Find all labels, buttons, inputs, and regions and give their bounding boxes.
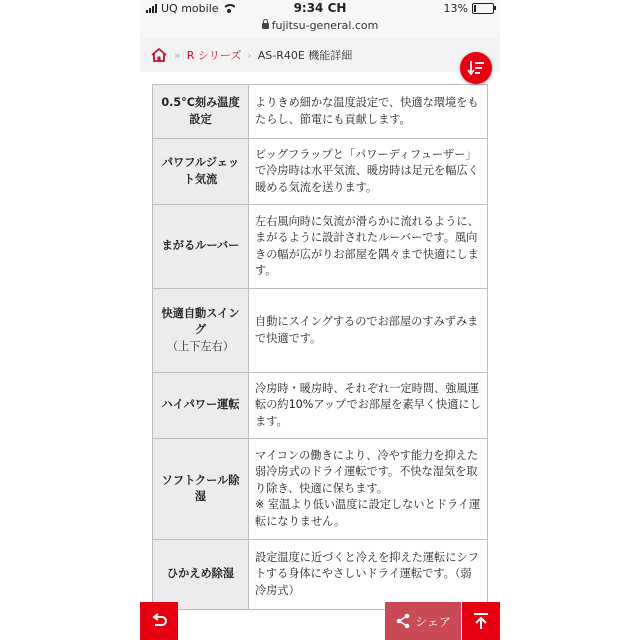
breadcrumb-current: AS-R40E 機能詳細 xyxy=(257,49,353,62)
table-row xyxy=(153,540,488,610)
share-button[interactable] xyxy=(385,602,461,640)
feature-name: ひかえめ除湿 xyxy=(153,540,249,610)
clock: 9:34 CH xyxy=(293,1,347,15)
share-label: シェア xyxy=(415,614,451,629)
feature-description-cell xyxy=(249,439,488,540)
feature-description: ビッグフラップと「パワーディフューザー」で冷房時は水平気流、暖房時は足元を幅広く暖める気流を送ります。 xyxy=(249,139,488,205)
table-row xyxy=(153,139,488,205)
url-text: fujitsu-general.com xyxy=(271,19,379,32)
scroll-top-button[interactable] xyxy=(462,602,500,640)
feature-name: まがるルーバー xyxy=(153,205,249,289)
battery-icon xyxy=(472,3,494,14)
feature-name: 0.5°C刻み温度設定 xyxy=(153,85,249,139)
feature-name: ソフトクール除湿 xyxy=(153,439,249,540)
feature-name: パワフルジェット気流 xyxy=(153,139,249,205)
feature-description: よりきめ細かな温度設定で、快適な環境をもたらし、節電にも貢献します。 xyxy=(249,85,488,139)
breadcrumb-separator: › xyxy=(247,48,252,62)
feature-name-cell xyxy=(153,289,249,373)
back-icon xyxy=(150,613,168,629)
lock-icon xyxy=(262,23,269,29)
battery-percent: 13% xyxy=(443,2,468,15)
arrow-up-icon xyxy=(473,612,489,630)
sort-icon xyxy=(467,60,485,76)
feature-description: マイコンの働きにより、冷やす能力を抑えた弱冷房式のドライ運転です。不快な湿気を取り除き、快適に保ちます。 xyxy=(255,448,479,495)
share-icon xyxy=(395,613,411,629)
feature-name: ハイパワー運転 xyxy=(153,373,249,439)
sort-button[interactable] xyxy=(460,52,492,84)
table-row xyxy=(153,205,488,289)
back-button[interactable] xyxy=(140,602,178,640)
battery-info xyxy=(444,2,494,15)
breadcrumb-r-series[interactable]: R シリーズ xyxy=(186,49,242,62)
feature-description: 左右風向時に気流が滑らかに流れるように、まがるように設計されたルーバーです。風向きの幅が広がりお部屋を隅々まで快適にします。 xyxy=(249,205,488,289)
battery-fill xyxy=(474,5,476,12)
url-bar[interactable] xyxy=(140,19,500,32)
breadcrumb-separator: » xyxy=(174,48,181,62)
table-row xyxy=(153,439,488,540)
feature-name-note: （上下左右） xyxy=(166,339,235,353)
table-row xyxy=(153,85,488,139)
table-row xyxy=(153,373,488,439)
feature-description: 自動にスイングするのでお部屋のすみずみまで快適です。 xyxy=(249,289,488,373)
mobile-screen xyxy=(140,0,500,640)
feature-description: 冷房時・暖房時、それぞれ一定時間、強風運転の約10%アップでお部屋を素早く快適にします。 xyxy=(249,373,488,439)
carrier-name: UQ mobile xyxy=(161,2,219,15)
feature-name: 快適自動スイング xyxy=(161,306,240,337)
feature-description: 設定温度に近づくと冷えを抑えた運転にシフトする身体にやさしいドライ運転です。（弱冷房式） xyxy=(249,540,488,610)
feature-description-note: ※ 室温より低い温度に設定しないとドライ運転になりません。 xyxy=(255,498,481,528)
table-row xyxy=(153,289,488,373)
breadcrumb xyxy=(140,38,500,72)
feature-table xyxy=(152,84,488,610)
status-bar xyxy=(140,0,500,38)
home-icon[interactable] xyxy=(150,47,168,63)
